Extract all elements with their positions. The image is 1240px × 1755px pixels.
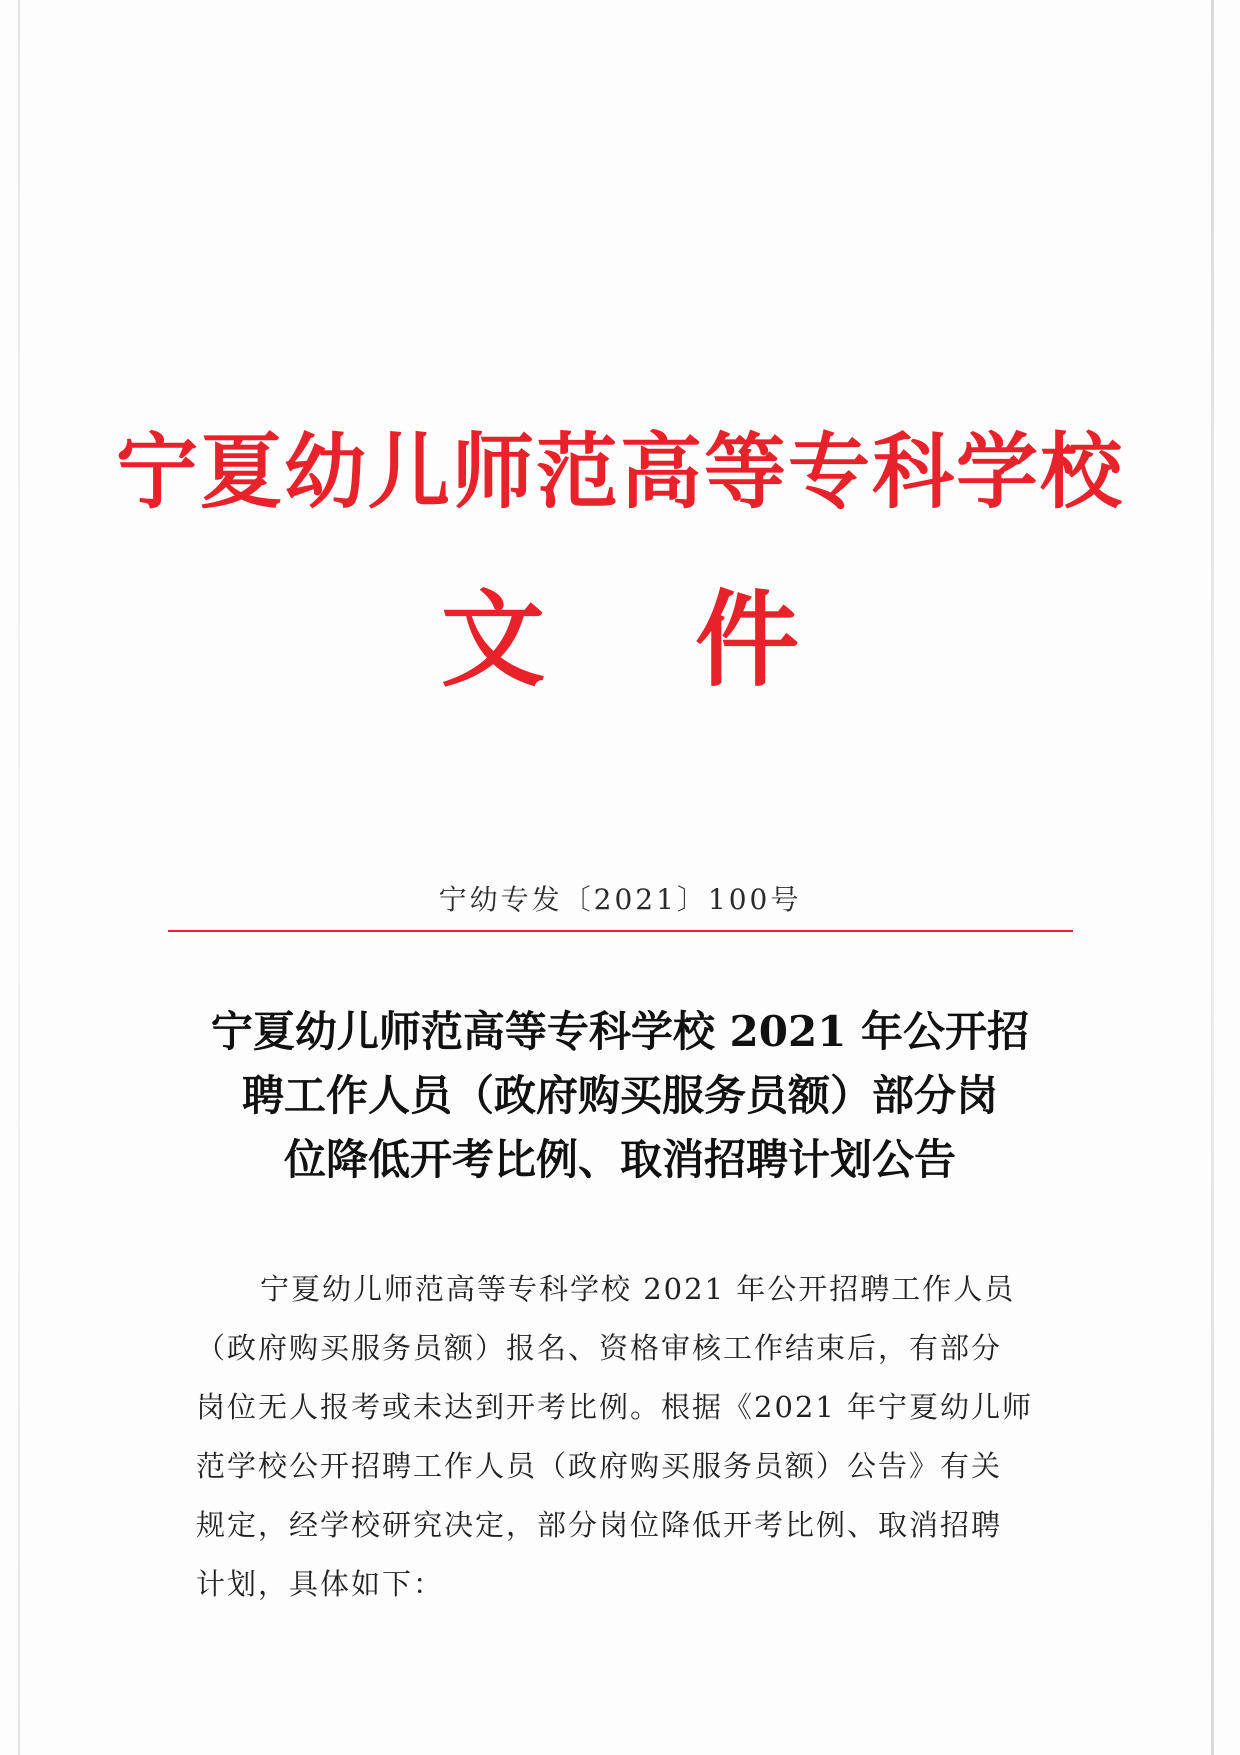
document-number: 宁幼专发〔2021〕100号 bbox=[438, 883, 802, 916]
body-line-6: 计划，具体如下： bbox=[196, 1567, 445, 1601]
title-line-2: 聘工作人员（政府购买服务员额）部分岗 bbox=[241, 1071, 998, 1120]
issuer-header: 宁夏幼儿师范高等专科学校 bbox=[115, 424, 1124, 520]
body-line-2: （政府购买服务员额）报名、资格审核工作结束后，有部分 bbox=[196, 1331, 1003, 1365]
body-line-1: 宁夏幼儿师范高等专科学校 2021 年公开招聘工作人员 bbox=[260, 1272, 1016, 1306]
red-divider-line bbox=[168, 930, 1073, 932]
title-line-1: 宁夏幼儿师范高等专科学校 2021 年公开招 bbox=[210, 1007, 1030, 1056]
body-paragraph bbox=[196, 1260, 1042, 1614]
body-line-5: 规定，经学校研究决定，部分岗位降低开考比例、取消招聘 bbox=[196, 1508, 1003, 1542]
body-line-4: 范学校公开招聘工作人员（政府购买服务员额）公告》有关 bbox=[196, 1449, 1003, 1483]
body-line-3: 岗位无人报考或未达到开考比例。根据《2021 年宁夏幼儿师 bbox=[196, 1390, 1034, 1424]
document-title bbox=[190, 1000, 1050, 1192]
title-line-3: 位降低开考比例、取消招聘计划公告 bbox=[283, 1135, 956, 1184]
document-type-header: 文件 bbox=[440, 578, 949, 701]
